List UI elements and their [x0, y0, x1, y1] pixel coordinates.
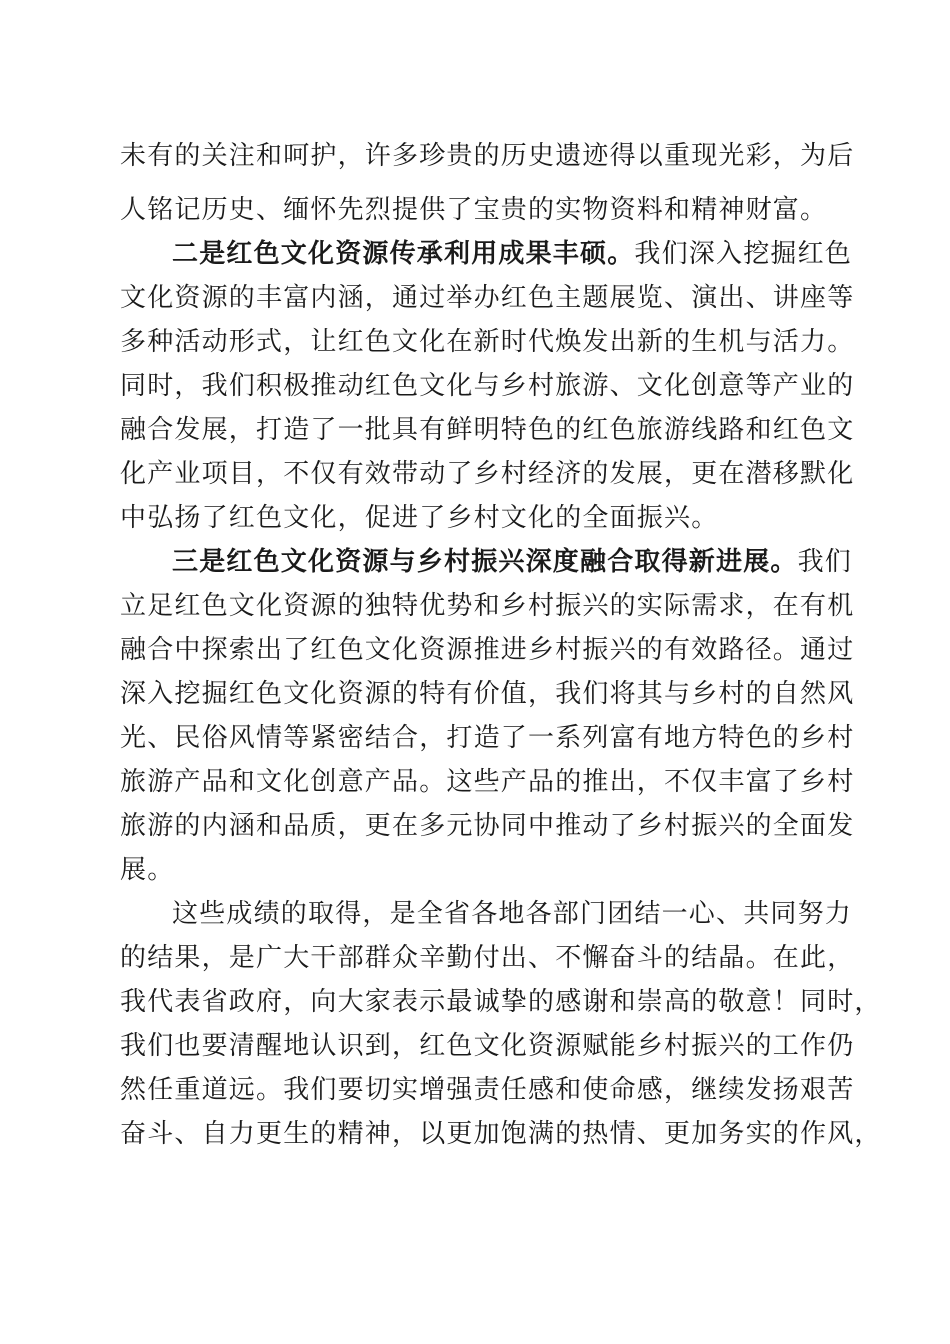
- text-line: 然任重道远。我们要切实增强责任感和使命感，继续发扬艰苦: [120, 1075, 855, 1105]
- text-line: 融合发展，打造了一批具有鲜明特色的红色旅游线路和红色文: [120, 415, 855, 445]
- text-line: 同时，我们积极推动红色文化与乡村旅游、文化创意等产业的: [120, 371, 855, 401]
- text-line: 奋斗、自力更生的精神，以更加饱满的热情、更加务实的作风，: [120, 1119, 882, 1149]
- text-line: 我们也要清醒地认识到，红色文化资源赋能乡村振兴的工作仍: [120, 1031, 855, 1061]
- text-line: 人铭记历史、缅怀先烈提供了宝贵的实物资料和精神财富。: [120, 195, 828, 225]
- text-line: 深入挖掘红色文化资源的特有价值，我们将其与乡村的自然风: [120, 679, 855, 709]
- text-line: 旅游产品和文化创意产品。这些产品的推出，不仅丰富了乡村: [120, 767, 855, 797]
- text-line: 未有的关注和呵护，许多珍贵的历史遗迹得以重现光彩，为后: [120, 141, 855, 171]
- paragraph-2-first-line: [172, 234, 853, 274]
- text-line: 文化资源的丰富内涵，通过举办红色主题展览、演出、讲座等: [120, 283, 855, 313]
- text-line: 融合中探索出了红色文化资源推进乡村振兴的有效路径。通过: [120, 635, 855, 665]
- text-line: 立足红色文化资源的独特优势和乡村振兴的实际需求，在有机: [120, 591, 855, 621]
- paragraph-4-first-line: 这些成绩的取得，是全省各地各部门团结一心、共同努力: [172, 899, 853, 929]
- text-line: 光、民俗风情等紧密结合，打造了一系列富有地方特色的乡村: [120, 723, 855, 753]
- paragraph-3-heading: 三是红色文化资源与乡村振兴深度融合取得新进展。: [172, 547, 798, 577]
- text-line: 我代表省政府，向大家表示最诚挚的感谢和崇高的敬意！同时，: [120, 987, 882, 1017]
- text-line: 多种活动形式，让红色文化在新时代焕发出新的生机与活力。: [120, 327, 855, 357]
- paragraph-2-heading: 二是红色文化资源传承利用成果丰硕。: [172, 239, 635, 269]
- paragraph-3-first-line: [172, 542, 853, 582]
- paragraph-2-lead: 我们深入挖掘红色: [634, 239, 853, 269]
- paragraph-3-lead: 我们: [797, 547, 853, 577]
- text-line: 旅游的内涵和品质，更在多元协同中推动了乡村振兴的全面发: [120, 811, 855, 841]
- text-line: 展。: [120, 855, 175, 885]
- text-line: 中弘扬了红色文化，促进了乡村文化的全面振兴。: [120, 503, 719, 533]
- text-line: 化产业项目，不仅有效带动了乡村经济的发展，更在潜移默化: [120, 459, 855, 489]
- text-line: 的结果，是广大干部群众辛勤付出、不懈奋斗的结晶。在此，: [120, 943, 855, 973]
